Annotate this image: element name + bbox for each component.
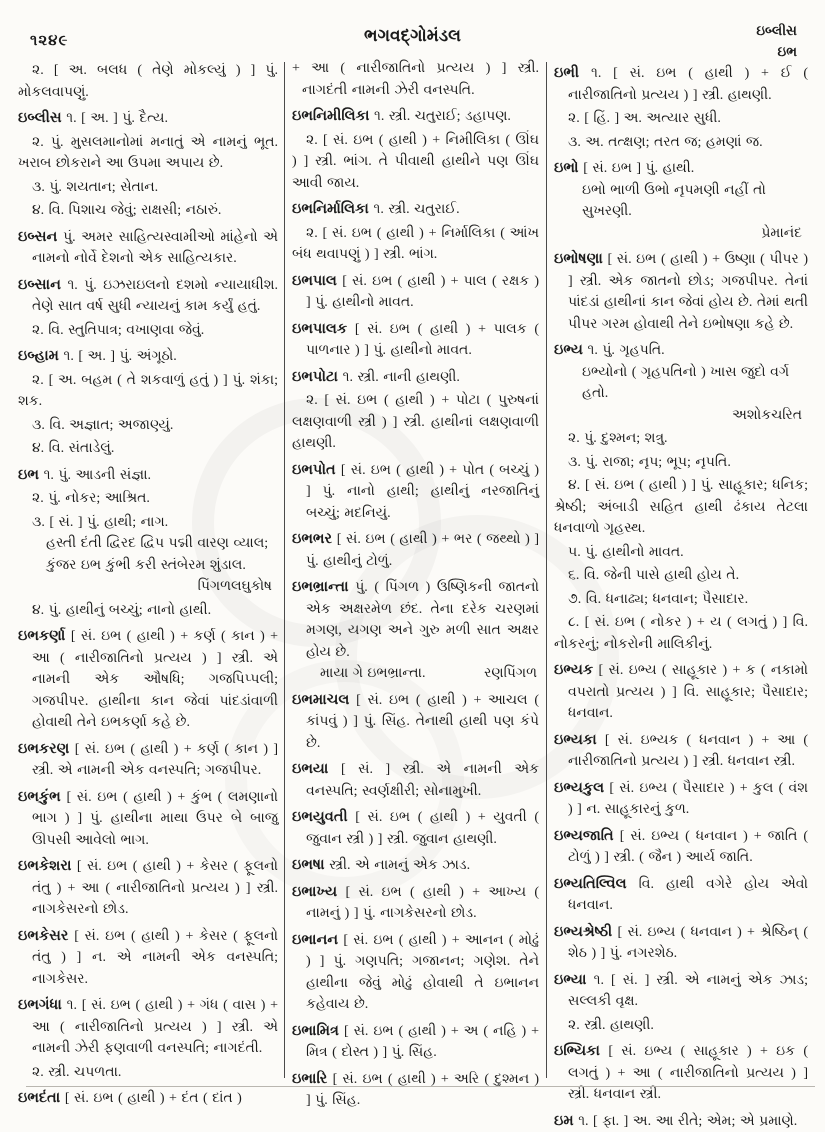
- dictionary-entry: ઇભદંતા [ સં. ઇભ ( હાથી ) + દંત ( દાંત ): [18, 1088, 278, 1110]
- sense-line: ૨. [ સં. ઇભ ( હાથી ) + નિમીલિકા ( ઊંઘ ) ] સ્ત્રી. ભાંગ. તે પીવાથી હાથીને પણ ઊંઘ આવી જાય.: [292, 130, 539, 195]
- sense-line: ૪. વિ. પિશાચ જેવું; રાક્ષસી; નઠારું.: [18, 200, 278, 222]
- running-head-first: ઇબ્લીસ: [756, 20, 797, 41]
- dictionary-entry: ઇભનિર્માલિકા ૧. સ્ત્રી. ચતુરાઈ.: [292, 199, 539, 221]
- column-divider-right: [546, 62, 547, 1078]
- quote-line: હસ્તી દંતી દ્વિરદ દ્વિપ પદ્મી વારણ વ્યાલ;: [18, 533, 278, 555]
- sense-line: ૩. વિ. અજ્ઞાત; અજાણ્યું.: [18, 415, 278, 437]
- headword: ઇભપોત: [292, 462, 341, 478]
- dictionary-entry: ઇભકર્ણા [ સં. ઇભ ( હાથી ) + કર્ણ ( કાન ) + આ ( નારીજાતિનો પ્રત્યય ) ] સ્ત્રી. એ નામની એક ઔષધિ; ગજપિપ્પલી; ગજપીપર. હાથીના કાન જેવાં પાંદડાંવાળી હોવાથી તેને ઇભકર્ણા કહે છે.: [18, 626, 278, 734]
- dictionary-entry: ઇભભ્રાન્તા પું. ( પિંગળ ) ઉષ્ણિકની જાતનો એક અક્ષરમેળ છંદ. તેના દરેક ચરણમાં મગણ, યગણ અને ગુરુ મળી સાત અક્ષર હોય છે.: [292, 577, 539, 663]
- headword: ઇભ્યા: [554, 972, 594, 988]
- headword: ઇભગંધા: [18, 997, 67, 1013]
- quote-line: ઇભ્યોનો ( ગૃહપતિનો ) ખાસ જુદો વર્ગ હતો.: [554, 362, 808, 405]
- dictionary-entry: ઇભપોત [ સં. ઇભ ( હાથી ) + પોત ( બચ્ચું ) ] પું. નાનો હાથી; હાથીનું નરજાતિનું બચ્ચું; મદનિયું.: [292, 460, 539, 525]
- headword: ઇભ્યશ્રેષ્ઠી: [554, 924, 618, 940]
- headword: ઇભયા: [292, 761, 341, 777]
- headword: ઇભોષણા: [554, 251, 608, 267]
- dictionary-entry: ઇભમાચલ [ સં. ઇભ ( હાથી ) + આચલ ( કાંપવું ) ] પું. સિંહ. તેનાથી હાથી પણ કંપે છે.: [292, 690, 539, 755]
- dictionary-entry: ઇભપોટા ૧. સ્ત્રી. નાની હાથણી.: [292, 367, 539, 389]
- dictionary-entry: ઇભભર [ સં. ઇભ ( હાથી ) + ભર ( જથ્થો ) ] પું. હાથીનું ટોળું.: [292, 529, 539, 572]
- headword: ઇભમાચલ: [292, 692, 356, 708]
- sense-line: ૨. સ્ત્રી. ચપળતા.: [18, 1062, 278, 1084]
- book-title: ભગવદ્ગોમંડલ: [0, 26, 825, 46]
- dictionary-entry: ઇભ્યજાતિ [ સં. ઇભ્ય ( ધનવાન ) + જાતિ ( ટોળું ) ] સ્ત્રી. ( જૈન ) આર્ય જાતિ.: [554, 826, 808, 869]
- quote-line: કુંજર ઇભ કુંભી કરી સ્તંબેરમ શુંડાલ.: [18, 555, 278, 577]
- headword: ઇભી: [554, 65, 591, 81]
- dictionary-entry: ઇબ્સન પું. અમર સાહિત્યસ્વામીઓ માંહેનો એ નામનો નોર્વે દેશનો એક સાહિત્યકાર.: [18, 227, 278, 270]
- column-2: [292, 58, 539, 1112]
- sense-line: ૪. વિ. સંતાડેલું.: [18, 438, 278, 460]
- sense-line: ૩. પું. રાજા; નૃપ; ભૂપ; નૃપતિ.: [554, 452, 808, 474]
- sense-line: ૨. [ અ. બલધ ( તેણે મોકલ્યું ) ] પું. મોકલવાપણું.: [18, 60, 278, 103]
- dictionary-entry: ઇમ ૧. [ ફા. ] અ. આ રીતે; એમ; એ પ્રમાણે.: [554, 1111, 808, 1132]
- headword: ઇભપાલક: [292, 321, 355, 337]
- headword: ઇભપોટા: [292, 369, 343, 385]
- sense-line: ૩. પું. શયતાન; સેતાન.: [18, 177, 278, 199]
- headword: ઇભકેસર: [18, 928, 74, 944]
- sense-line: ૮. [ સં. ઇભ ( નોકર ) + ય ( લગતું ) ] વિ. નોકરનું; નોકરોની માલિકીનું.: [554, 612, 808, 655]
- headword: ઇભામિત્ર: [292, 1023, 344, 1039]
- dictionary-entry: ઇભકેશરા [ સં. ઇભ ( હાથી ) + કેસર ( ફૂલનો તંતુ ) + આ ( નારીજાતિનો પ્રત્યય ) ] સ્ત્રી. નાગકેસરનો છોડ.: [18, 856, 278, 921]
- sense-line: ૨. સ્ત્રી. હાથણી.: [554, 1015, 808, 1037]
- headword: ઇભ્ય: [554, 342, 587, 358]
- headword: ઇભ્યક: [554, 662, 599, 678]
- dictionary-entry: ઇભપાલક [ સં. ઇભ ( હાથી ) + પાલક ( પાળનાર ) ] પું. હાથીનો માવત.: [292, 319, 539, 362]
- headword: ઇમ: [554, 1113, 578, 1129]
- column-1: [18, 58, 278, 1110]
- sense-line: ૩. અ. તત્ક્ષણ; તરત જ; હમણાં જ.: [554, 132, 808, 154]
- dictionary-entry: ઇભ્યકા [ સં. ઇભ્યક ( ધનવાન ) + આ ( નારીજાતિનો પ્રત્યય ) ] સ્ત્રી. ધનવાન સ્ત્રી.: [554, 730, 808, 773]
- headword: ઇભકેશરા: [18, 858, 77, 874]
- attrib-line: અશોકચરિત: [554, 405, 808, 427]
- dictionary-entry: ઇભ્યશ્રેષ્ઠી [ સં. ઇભ્ય ( ધનવાન ) + શ્રેષ્ઠિન્ ( શેઠ ) ] પું. નગરશેઠ.: [554, 922, 808, 965]
- dictionary-entry: ઇભોષણા [ સં. ઇભ ( હાથી ) + ઉષ્ણા ( પીપર ) ] સ્ત્રી. એક જાતનો છોડ; ગજપીપર. તેનાં પાંદડાં હાથીનાં કાન જેવાં હોય છે. તેમાં થતી પીપર ગરમ હોવાથી તેને ઇભોષણા કહે છે.: [554, 249, 808, 335]
- dictionary-entry: ઇભાખ્ય [ સં. ઇભ ( હાથી ) + આખ્ય ( નામનું ) ] પું. નાગકેસરનો છોડ.: [292, 882, 539, 925]
- headword: ઇભ્યકા: [554, 732, 605, 748]
- dictionary-entry: ઇભ્યકુલ [ સં. ઇભ્ય ( પૈસાદાર ) + કુલ ( વંશ ) ] ન. સાહૂકારનું કુળ.: [554, 778, 808, 821]
- headword: ઇભ્યજાતિ: [554, 828, 620, 844]
- attrib-line: પિંગળલઘુકોષ: [18, 576, 278, 598]
- headword: ઇભ્યકુલ: [554, 780, 609, 796]
- quote-line: રણપિંગળ માયા ગે ઇભભ્રાન્તા.: [292, 663, 539, 685]
- headword: ઇબ્સન: [18, 229, 63, 245]
- dictionary-entry: ઇભષા સ્ત્રી. એ નામનું એક ઝાડ.: [292, 855, 539, 877]
- sense-line: ૨. પું. દુશ્મન; શત્રુ.: [554, 428, 808, 450]
- dictionary-entry: ઇબ્લીસ ૧. [ અ. ] પું. દૈત્ય.: [18, 108, 278, 130]
- dictionary-entry: ઇભાનન [ સં. ઇભ ( હાથી ) + આનન ( મોઢું ) ] પું. ગણપતિ; ગજાનન; ગણેશ. તેને હાથીના જેવું મોઢું હોવાથી તે ઇભાનન કહેવાય છે.: [292, 930, 539, 1016]
- headword: ઇભાખ્ય: [292, 884, 346, 900]
- headword: ઇભષા: [292, 857, 329, 873]
- quote-line: ઇભો ભાળી ઉભો નૃપમણી નહીં તો સુખરણી.: [554, 180, 808, 223]
- sense-line: ૭. વિ. ધનાઢ્ય; ધનવાન; પૈસાદાર.: [554, 589, 808, 611]
- dictionary-entry: ઇભો [ સં. ઇભ ] પું. હાથી.: [554, 158, 808, 180]
- page-number: ૧૨૪૯: [30, 32, 68, 50]
- headword: ઇભદંતા: [18, 1090, 65, 1106]
- headword: ઇભારિ: [292, 1071, 333, 1087]
- sense-line: ૨. વિ. સ્તુતિપાત્ર; વખાણવા જેવું.: [18, 320, 278, 342]
- sense-line: ૪. પું. હાથીનું બચ્ચું; નાનો હાથી.: [18, 600, 278, 622]
- headword: ઇબ્સાન: [18, 277, 67, 293]
- sense-line: ૨. [ સં. ઇભ ( હાથી ) + પોટા ( પુરુષનાં લક્ષણવાળી સ્ત્રી ) ] સ્ત્રી. હાથીનાં લક્ષણવાળી હાથણી.: [292, 390, 539, 455]
- dictionary-entry: ઇભી ૧. [ સં. ઇભ ( હાથી ) + ઈ ( નારીજાતિનો પ્રત્યય ) ] સ્ત્રી. હાથણી.: [554, 63, 808, 106]
- headword: ઇભનિમીલિકા: [292, 108, 374, 124]
- headword: ઇભકર્ણા: [18, 628, 71, 644]
- headword: ઇભ્યિકા: [554, 1043, 608, 1059]
- headword: ઇભો: [554, 160, 583, 176]
- dictionary-entry: ઇભ્ય ૧. પું. ગૃહપતિ.: [554, 340, 808, 362]
- page-header: [0, 18, 825, 62]
- headword: ઇભભર: [292, 531, 337, 547]
- scan-edge-line: [26, 1086, 815, 1087]
- headword: ઇભકુંભ: [18, 789, 67, 805]
- dictionary-entry: ઇભયા [ સં. ] સ્ત્રી. એ નામની એક વનસ્પતિ; સ્વર્ણક્ષીરી; સોનામુખી.: [292, 759, 539, 802]
- dictionary-entry: ઇભ્યિકા [ સં. ઇભ્ય ( સાહૂકાર ) + ઇક ( લગતું ) + આ ( નારીજાતિનો પ્રત્યય ) ] સ્ત્રી. ધનવાન સ્ત્રી.: [554, 1041, 808, 1106]
- dictionary-entry: ઇભગંધા ૧. [ સં. ઇભ ( હાથી ) + ગંધ ( વાસ ) + આ ( નારીજાતિનો પ્રત્યય ) ] સ્ત્રી. એ નામની ઝેરી ફણવાળી વનસ્પતિ; નાગદંતી.: [18, 995, 278, 1060]
- sense-line: ૨. [ અ. બહમ ( તે શકવાળું હતું ) ] પું. શંકા; શક.: [18, 370, 278, 413]
- cont-line: + આ ( નારીજાતિનો પ્રત્યય ) ] સ્ત્રી. નાગદંતી નામની ઝેરી વનસ્પતિ.: [292, 58, 539, 101]
- sense-line: ૩. [ સં. ] પું. હાથી; નાગ.: [18, 512, 278, 534]
- dictionary-entry: ઇભકુંભ [ સં. ઇભ ( હાથી ) + કુંભ ( લમણાનો ભાગ ) ] પું. હાથીના માથા ઉપર બે બાજુ ઊપસી આવેલો ભાગ.: [18, 787, 278, 852]
- dictionary-entry: ઇભામિત્ર [ સં. ઇભ ( હાથી ) + અ ( નહિ ) + મિત્ર ( દોસ્ત ) ] પું. સિંહ.: [292, 1021, 539, 1064]
- running-head-last: ઇભ: [756, 41, 797, 62]
- sense-line: ૪. [ સં. ઇભ ( હાથી ) ] પું. સાહૂકાર; ધનિક; શ્રેષ્ઠી; અંબાડી સહિત હાથી ઢંકાય તેટલા ધનવાળો ગૃહસ્થ.: [554, 475, 808, 540]
- quote-attribution: રણપિંગળ: [484, 663, 539, 685]
- headword: ઇભ: [18, 467, 44, 483]
- attrib-line: પ્રેમાનંદ: [554, 223, 808, 245]
- sense-line: ૨. [ હિં. ] અ. અત્યાર સુધી.: [554, 108, 808, 130]
- headword: ઇભ્યતિલ્વિલ: [554, 876, 639, 892]
- dictionary-entry: ઇભકરણ [ સં. ઇભ ( હાથી ) + કર્ણ ( કાન ) ] સ્ત્રી. એ નામની એક વનસ્પતિ; ગજપીપર.: [18, 739, 278, 782]
- dictionary-entry: ઇભ ૧. પું. આડની સંજ્ઞા.: [18, 465, 278, 487]
- headword: ઇભાનન: [292, 932, 343, 948]
- dictionary-entry: ઇભકેસર [ સં. ઇભ ( હાથી ) + કેસર ( ફૂલનો તંતુ ) ] ન. એ નામની એક વનસ્પતિ; નાગકેસર.: [18, 926, 278, 991]
- sense-line: ૨. પું. મુસલમાનોમાં મનાતું એ નામનું ભૂત. ખરાબ છોકરાને આ ઉપમા અપાય છે.: [18, 132, 278, 175]
- headword: ઇબ્હામ: [18, 348, 64, 364]
- dictionary-entry: ઇભારિ [ સં. ઇભ ( હાથી ) + અરિ ( દુશ્મન ) ] પું. સિંહ.: [292, 1069, 539, 1112]
- dictionary-entry: ઇભનિમીલિકા ૧. સ્ત્રી. ચતુરાઈ; ડહાપણ.: [292, 106, 539, 128]
- headword: ઇભભ્રાન્તા: [292, 579, 355, 595]
- dictionary-entry: ઇભયુવતી [ સં. ઇભ ( હાથી ) + યુવતી ( જુવાન સ્ત્રી ) ] સ્ત્રી. જુવાન હાથણી.: [292, 807, 539, 850]
- sense-line: ૫. પું. હાથીનો માવત.: [554, 542, 808, 564]
- headword: ઇભકરણ: [18, 741, 75, 757]
- headword: ઇભપાલ: [292, 273, 342, 289]
- headword: ઇભયુવતી: [292, 809, 355, 825]
- dictionary-entry: ઇબ્હામ ૧. [ અ. ] પું. અંગૂઠો.: [18, 346, 278, 368]
- column-3: [554, 58, 808, 1132]
- dictionary-entry: ઇભપાલ [ સં. ઇભ ( હાથી ) + પાલ ( રક્ષક ) ] પું. હાથીનો માવત.: [292, 271, 539, 314]
- sense-line: ૨. [ સં. ઇભ ( હાથી ) + નિર્માલિકા ( આંખ બંધ થવાપણું ) ] સ્ત્રી. ભાંગ.: [292, 223, 539, 266]
- sense-line: ૨. પું. નોકર; આશ્રિત.: [18, 488, 278, 510]
- dictionary-entry: ઇભ્યા ૧. [ સં. ] સ્ત્રી. એ નામનું એક ઝાડ; સલ્લકી વૃક્ષ.: [554, 970, 808, 1013]
- dictionary-entry: ઇબ્સાન ૧. પું. ઇઝરાઇલનો દશમો ન્યાયાધીશ. તેણે સાત વર્ષ સુધી ન્યાયનું કામ કર્યું હતું.: [18, 275, 278, 318]
- headword: ઇભનિર્માલિકા: [292, 201, 373, 217]
- dictionary-entry: ઇભ્યતિલ્વિલ વિ. હાથી વગેરે હોય એવો ધનવાન.: [554, 874, 808, 917]
- column-divider-left: [284, 62, 285, 1078]
- headword: ઇબ્લીસ: [18, 110, 66, 126]
- dictionary-entry: ઇભ્યક [ સં. ઇભ્ય ( સાહૂકાર ) + ક ( નકામો વપરાતો પ્રત્યય ) ] વિ. સાહૂકાર; પૈસાદાર; ધનવાન.: [554, 660, 808, 725]
- running-heads: [756, 20, 797, 62]
- sense-line: ૬. વિ. જેની પાસે હાથી હોય તે.: [554, 565, 808, 587]
